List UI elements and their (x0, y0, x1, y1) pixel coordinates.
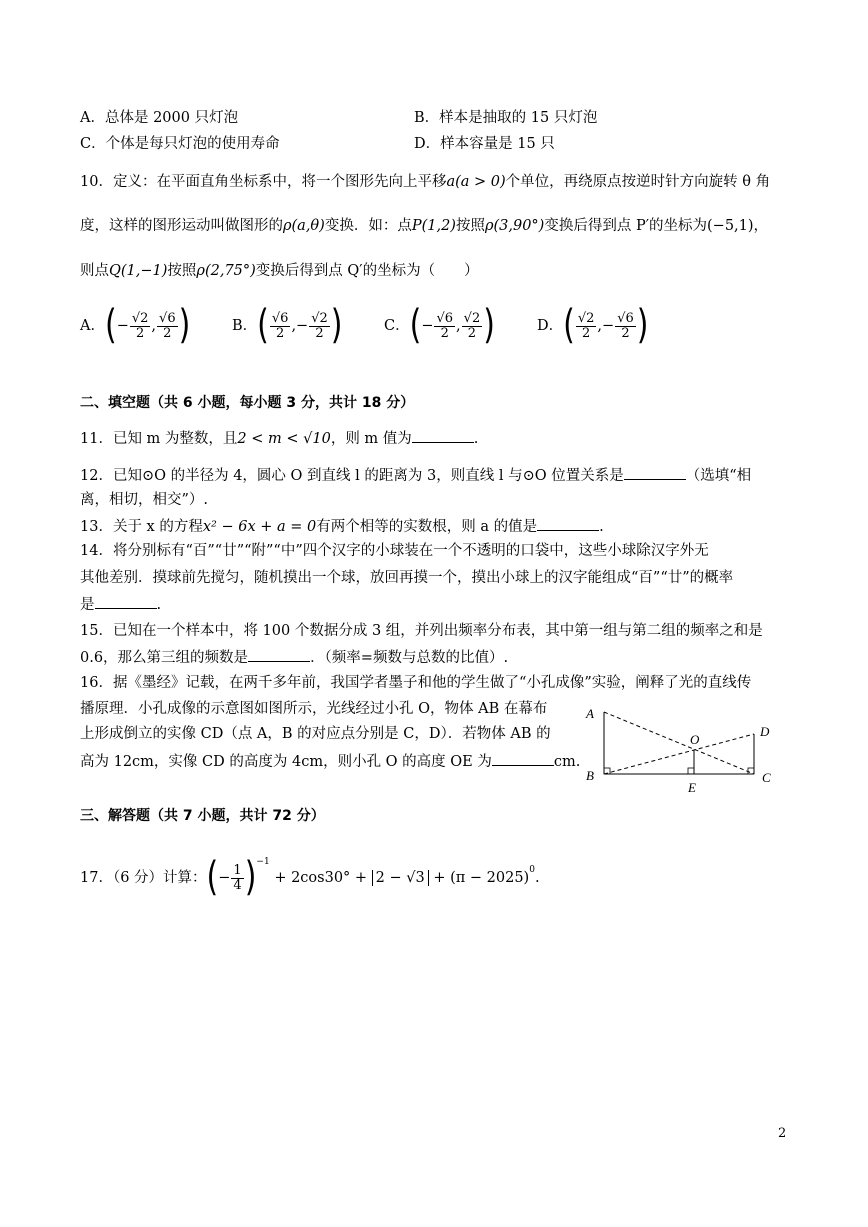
label-a: A (586, 706, 594, 721)
q14-line1: 14．将分别标有“百”“廿”“附”“中”四个汉字的小球装在一个不透明的口袋中，这些小球除汉字外无 (80, 543, 709, 559)
q9-option-a: A．总体是 2000 只灯泡 (80, 110, 239, 126)
q14-line3: 是 . (80, 594, 161, 615)
label-e: E (688, 780, 696, 795)
q16-line2: 播原理．小孔成像的示意图如图所示，光线经过小孔 O，物体 AB 在幕布 (80, 701, 548, 717)
q13: 13．关于 x 的方程x² − 6x + a = 0有两个相等的实数根，则 a 的值是 . (80, 516, 604, 537)
q11: 11．已知 m 为整数，且2 < m < √10，则 m 值为 . (80, 428, 478, 449)
q10-option-b: B．( $\frac{√6}{2}$ ,− $\frac{√2}{2}$ ) (232, 301, 343, 349)
q14-answer-blank[interactable] (95, 594, 157, 609)
pinhole-diagram (582, 700, 782, 800)
q15-line1: 15．已知在一个样本中，将 100 个数据分成 3 组，并列出频率分布表，其中第一组与第二组的频率之和是 (80, 623, 763, 639)
q16-line1: 16．据《墨经》记载，在两千多年前，我国学者墨子和他的学生做了“小孔成像”实验，阐释了光的直线传 (80, 675, 752, 691)
q10-line1: 10．定义：在平面直角坐标系中，将一个图形先向上平移a(a > 0)个单位，再绕原点按逆时针方向旋转 θ 角 (80, 174, 771, 190)
right-angle-e (688, 768, 694, 774)
ray-ac (604, 712, 754, 774)
page-number: 2 (778, 1126, 787, 1141)
q12-line2: 离，相切，相交”）. (80, 492, 209, 508)
q10-line2: 度，这样的图形运动叫做图形的ρ(a,θ)变换．如：点P(1,2)按照ρ(3,90°)变换后得到点 P′的坐标为(−5,1)， (80, 218, 769, 234)
q10-option-a: A．(− $\frac{√2}{2}$ , $\frac{√6}{2}$ ) (80, 301, 191, 349)
q16-answer-blank[interactable] (492, 751, 554, 766)
q9-option-d: D．样本容量是 15 只 (414, 136, 555, 152)
q10-option-c: C．(− $\frac{√6}{2}$ , $\frac{√2}{2}$ ) (384, 301, 495, 349)
q16-line3: 上形成倒立的实像 CD（点 A，B 的对应点分别是 C，D）．若物体 AB 的 (80, 726, 551, 742)
label-b: B (586, 768, 594, 783)
q15-answer-blank[interactable] (248, 647, 310, 662)
q13-answer-blank[interactable] (537, 516, 599, 531)
q12-answer-blank[interactable] (624, 465, 686, 480)
q12-line1: 12．已知⊙O 的半径为 4，圆心 O 到直线 l 的距离为 3，则直线 l 与⊙O 位置关系是 （选填“相 (80, 465, 751, 486)
q10-option-d: D．( $\frac{√2}{2}$ ,− $\frac{√6}{2}$ ) (537, 301, 649, 349)
label-c: C (762, 770, 771, 785)
q17: 17．（6 分）计算：(− $\frac{1}{4}$ )$^{-1} + 2\cos 30^\circ + 2 - √3 + (\pi - 2025)^0$. (80, 853, 540, 901)
q14-line2: 其他差别．摸球前先搅匀，随机摸出一个球，放回再摸一个，摸出小球上的汉字能组成“百”“廿”的概率 (80, 570, 734, 586)
label-o: O (690, 732, 700, 747)
section-2-title: 二、填空题（共 6 小题，每小题 3 分，共计 18 分） (80, 395, 415, 411)
q9-option-c: C．个体是每只灯泡的使用寿命 (80, 136, 280, 152)
section-3-title: 三、解答题（共 7 小题，共计 72 分） (80, 808, 325, 824)
q11-answer-blank[interactable] (412, 428, 474, 443)
label-d: D (760, 724, 770, 739)
q9-option-b: B．样本是抽取的 15 只灯泡 (414, 110, 598, 126)
ray-bd (604, 734, 754, 774)
q16-line4: 高为 12cm，实像 CD 的高度为 4cm，则小孔 O 的高度 OE 为 cm. (80, 751, 580, 772)
q10-line3: 则点Q(1,−1)按照ρ(2,75°)变换后得到点 Q′的坐标为（ ） (80, 263, 479, 279)
q15-line2: 0.6，那么第三组的频数是 ．（频率=频数与总数的比值）. (80, 647, 508, 668)
